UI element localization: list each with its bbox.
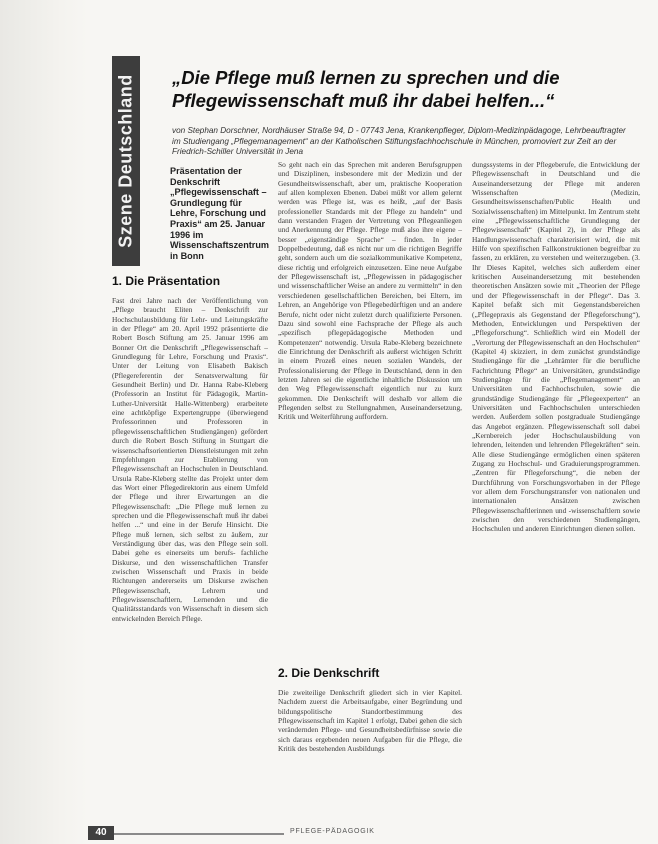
journal-footer: PFLEGE-PÄDAGOGIK — [290, 828, 375, 835]
author-byline: von Stephan Dorschner, Nordhäuser Straße 94, D - 07743 Jena, Krankenpfleger, Diplom-Medizinpädagoge, Lehrbeauftragter im Studiengang „Pflegemanagement“ an der Katholischen Stiftungsfachhochschule in München, promoviert zur Zeit an der Friedrich-Schiller Universität in Jena — [172, 126, 626, 157]
body-column-2-continued: Die zweiteilige Denkschrift gliedert sich in vier Kapitel. Nachdem zuerst die Arbeitsaufgabe, einer Begründung und bildungspolitische Standortbestimmung des Pflegewissenschaft im Kapitel 1 erfolgt, Dabei gehen die sich verändernden Pflege- und Gesundheitsbedürfnisse sowie die sich daraus ergebenden neuen Aufgaben für die Pflege, die Kritik des bestehenden Ausbildungs — [278, 688, 462, 754]
page-edge-shadow — [0, 0, 88, 844]
article-subtitle: Präsentation der Denkschrift „Pflegewissenschaft – Grundlegung für Lehre, Forschung und Praxis“ am 25. Januar 1996 im Wissenschaftszentrum in Bonn — [170, 166, 269, 261]
body-column-2: So geht nach ein das Sprechen mit anderen Berufsgruppen und Disziplinen, insbesondere mit der Medizin und der Gesundheitswissenschaft, aber um, praktische Kooperation auf allen komplexen Ebenen. Dabei müßt vor allem gelernt werden was Pflege ist, was es heißt, „auf der Basis professioneller Standards mit der Pflege zu handeln“ und dann verstanden Fragen der Vertretung von Pflegeanliegen und Anerkennung der Pflege. Pflege muß also ihre eigene – besser „eigenständige Sprache“ – finden. In jeder Doppelbedeutung, daß es nicht nur um die richtigen Begriffe geht, sondern auch um die sozialkommunikative Kompetenz, diese richtig und erfolgreich einzusetzen. Eine neue Aufgabe der Pflegewissenschaft ist, „Pflegewissen in pädagogischer und wissenschaftlicher Weise an andere zu vermitteln“ in den verschiedenen gesellschaftlichen Bereichen, bei Eltern, im Lehren, an Angehörige von Pflegebedürftigen und an andere Berufe, nicht oder nicht zuletzt durch qualifizierte Personen. Dazu sind sowohl eine Fachsprache der Pflege als auch „spezifisch pflegepädagogische Methoden und Kompetenzen“ notwendig. Ursula Rabe-Kleberg bezeichnete die Einrichtung der Denkschrift als außerst wichtigen Schritt in einem Prozeß eines neuen sozialen Wandels, der Professionalisierung der Pflege in Deutschland, denn in den letzten Jahren sei die eigentliche inhaltliche Diskussion um den Weg Pflegewissenschaft eigentlich nur zu kurz gekommen. Die Denkschrift will deshalb vor allem die Pflegenden selbst zu Stellungnahmen, Auseinandersetzung, Kritik und Weiterführung auffordern. — [278, 160, 462, 422]
page-number: 40 — [88, 826, 114, 840]
footer-rule — [114, 833, 284, 835]
heading-presentation: 1. Die Präsentation — [112, 274, 221, 288]
section-label: Szene Deutschland — [115, 74, 136, 248]
heading-denkschrift: 2. Die Denkschrift — [278, 666, 380, 680]
body-column-3: dungssystems in der Pflegeberufe, die Entwicklung der Pflegewissenschaft in Deutschland und die Auseinandersetzung der Pflege mit anderen Wissenschaften (Medizin, Gesundheitswissenschaften/Public Health und Sozialwissenschaften) im Mittelpunkt. Im Zentrum steht eine „Pflegewissenschaftliche Grundlegung der Pflegewissenschaft“ (Kapitel 2), in der Pflege als Handlungswissenschaft charakterisiert wird, die mit Hilfe von spezifischen Fallkonstruktionen begreifbar zu fassen, zu erklären, zu verstehen und weiterzugeben. (3. Ihr Dieses Kapitel, welches sich außerdem einer kritischen Auseinandersetzung mit bestehenden theoretischen Ansätzen sowie mit „Theorien der Pflege und der Pflegewissenschaft in der Pflege“. Das 3. Kapitel befaßt sich mit Gegenstandsbereichen („Pflegepraxis als Gegenstand der Pflegeforschung“), Methoden, Entwicklungen und Perspektiven der „Pflegeforschung“. Schließlich wird ein Modell der „Verortung der Pflegewissenschaft an den Hochschulen“ (Kapitel 4) skizziert, in dem zunächst grundständige Studiengänge für die „Lehrämter für die berufliche Fachrichtung Pflege“ an Universitäten, grundständige Studiengänge für die „Pflegemanagement“ an Universitäten und Fachhochschulen, sowie die grundständige Studiengänge für „Pflegeexperten“ an Universitäten und Fachhochschulen unterschieden werden. Außerdem sollen postgraduale Studiengänge das Angebot ergänzen. Pflegewissenschaft soll dabei „Kernbereich jeder Hochschulausbildung von lehrenden, leitenden und lehrenden Pflegekräften“ sein. Alle diese Studiengänge ermöglichen einen späteren Zugang zu Hochschul- und Graduierungsprogrammen. „Zentren für Pflegeforschung“, die neben der Durchführung von Forschungsvorhaben in der Pflege vor allem dem Forschungstransfer von nationalen und internationalen Ansätzen zwischen Pflegewissenschaftlerinnen und -wissenschaftlern sowie zwischen den verschiedenen Studiengängen, Hochschulen und anderen Einrichtungen dienen sollen. — [472, 160, 640, 534]
article-title: „Die Pflege muß lernen zu sprechen und die Pflegewissenschaft muß ihr dabei helfen...“ — [172, 67, 560, 111]
body-column-1: Fast drei Jahre nach der Veröffentlichung von „Pflege braucht Eliten – Denkschrift zur Hochschulausbildung für Lehr- und Leitungskräfte in der Pflege“ am 20. April 1992 präsentierte die Robert Bosch Stiftung am 25. Januar 1996 am Bonner Ort die Denkschrift „Pflegewissenschaft – Grundlegung für Lehre, Forschung und Praxis“. Unter der Leitung von Elisabeth Bakisch (Pflegereferentin der Senatsverwaltung für Gesundheit Berlin) und Dr. Hanna Rabe-Kleberg (Professorin an Institut für Pädagogik, Martin-Luther-Universität Halle-Wittenberg) erarbeitete eine achtköpfige Expertengruppe (überwiegend Professorinnen und Professoren in pflegewissenschaftlichen Studiengängen) gefördert durch die Robert Bosch Stiftung in Stuttgart die wissenschaftsorientierten Dienstleistungen mit zehn Empfehlungen zur Etablierung von Pflegewissenschaft an Hochschulen in Deutschland. Ursula Rabe-Kleberg stellte das Projekt unter dem das Wort einer Pflegedirektorin aus einem Umfeld der Pflege und ihrer Erwartungen an die Pflegewissenschaft: „Die Pflege muß lernen zu sprechen und die Pflegewissenschaft muß ihr dabei helfen ...“ und eine in der Berufe Hinsicht. Die Pflege muß lernen, sich selbst zu äußern, zur Verständigung über das, was den Pflege sein soll. Dabei gehe es einerseits um berufs- fachliche Diskurse, und den wissenschaftlichen Transfer zwischen Wissenschaft und Praxis in beide Richtungen andererseits um Diskurse zwischen Pflegewissenschaft, Lehrern und Pflegewissenschaftlern, Lernenden und die Qualitätsstandards von Wissenschaft in diesem sich entwickelnden Bereich Pflege. — [112, 296, 268, 623]
